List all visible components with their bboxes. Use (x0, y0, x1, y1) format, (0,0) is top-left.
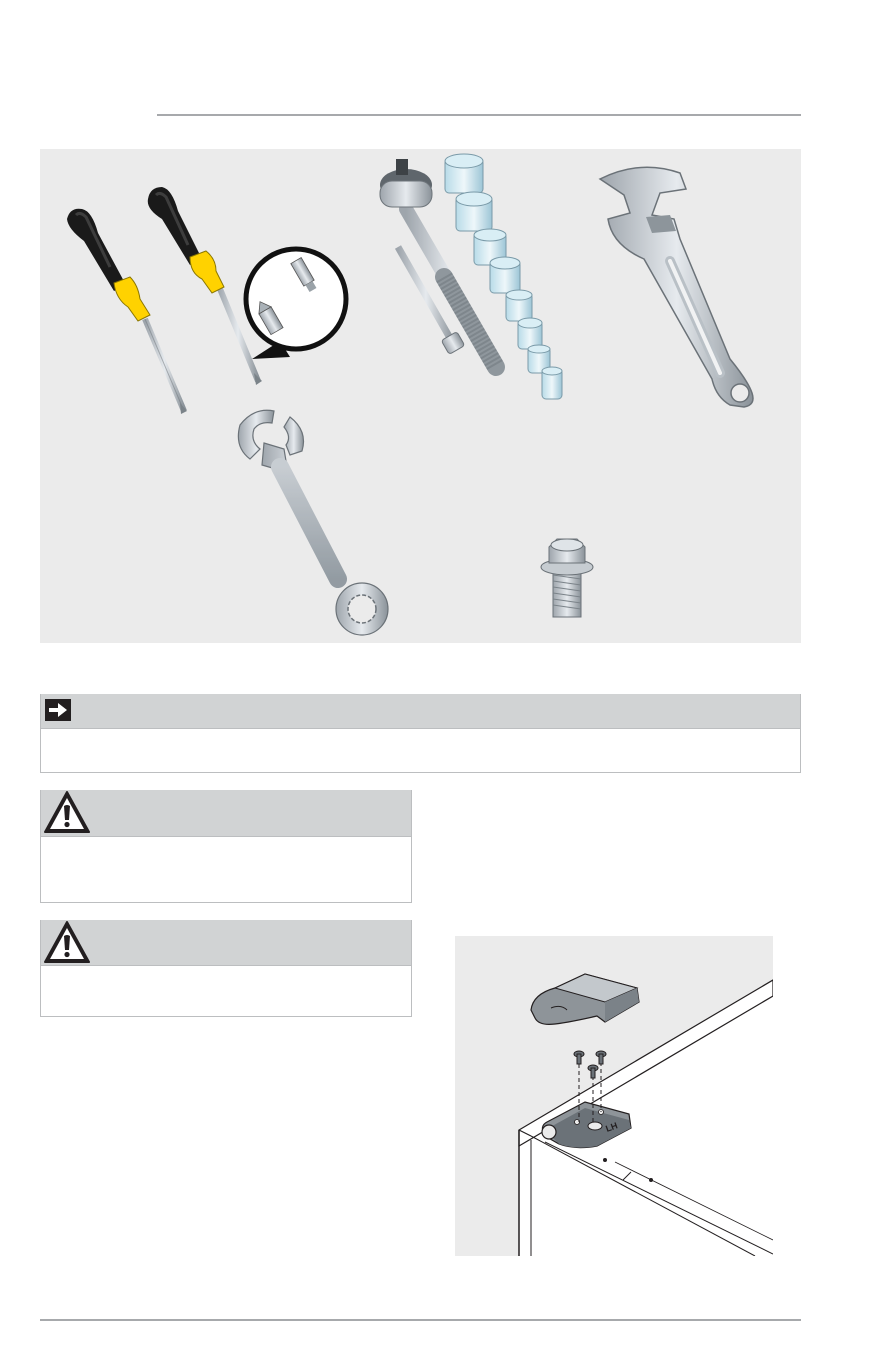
note-box (40, 694, 801, 773)
caution-box (40, 790, 412, 903)
caution-header (41, 790, 411, 836)
note-body (41, 728, 800, 773)
arrow-right-icon (45, 699, 71, 721)
flat-screwdriver (67, 209, 187, 414)
header-rule (157, 114, 801, 116)
caution-body (41, 836, 411, 903)
combination-wrench (238, 410, 388, 635)
warning-box (40, 920, 412, 1017)
warning-body (41, 965, 411, 1017)
exclamation-triangle-icon (44, 920, 90, 964)
adjustable-wrench (600, 167, 753, 407)
footer-rule (40, 1319, 801, 1321)
note-header (41, 694, 800, 728)
hex-head-bolt (541, 539, 593, 617)
hinge-cover (531, 974, 639, 1024)
screwdriver-bits-callout (246, 249, 346, 359)
exclamation-triangle-icon (44, 790, 90, 834)
phillips-screwdriver (148, 187, 262, 385)
socket-wrench-set (380, 154, 562, 399)
hinge-illustration (455, 936, 773, 1256)
svg-text:LH: LH (604, 1120, 619, 1134)
tools-illustration (40, 149, 801, 643)
warning-header (41, 920, 411, 965)
